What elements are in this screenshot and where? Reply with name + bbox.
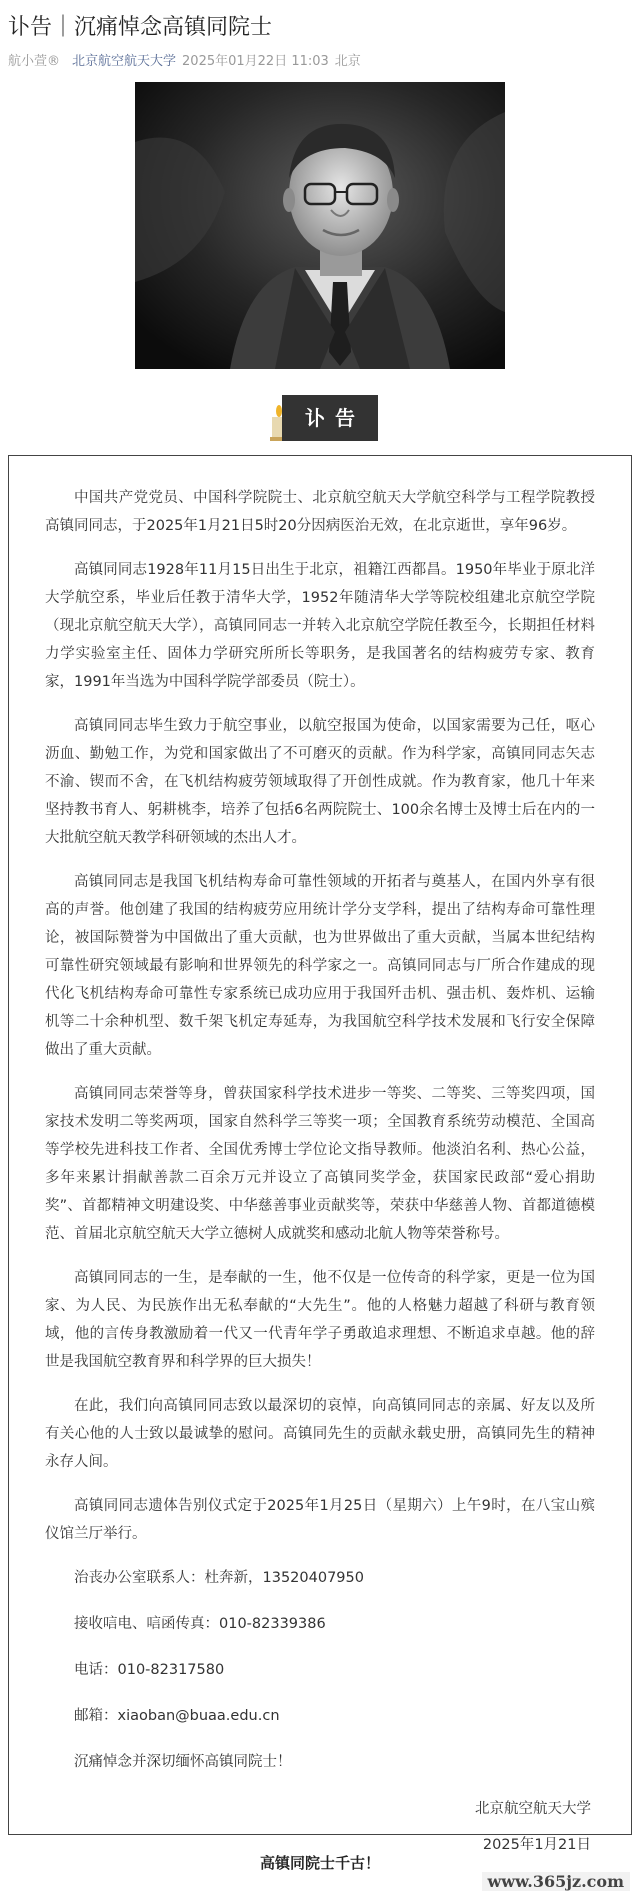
paragraph-2: 高镇同同志1928年11月15日出生于北京，祖籍江西都昌。1950年毕业于原北洋大学航空系，毕业后任教于清华大学，1952年随清华大学等院校组建北京航空学院（现北京航空航天大学），高镇同同志一并转入北京航空学院任教至今，长期担任材料力学实验室主任、固体力学研究所所长等职务，是我国著名的结构疲劳专家、教育家，1991年当选为中国科学院学部委员（院士）。 bbox=[45, 562, 595, 690]
contact-fax: 接收唁电、唁函传真：010-82339386 bbox=[74, 1616, 326, 1632]
publish-location: 北京 bbox=[334, 54, 361, 69]
contact-person: 治丧办公室联系人：杜奔新，13520407950 bbox=[74, 1570, 364, 1586]
portrait-image bbox=[135, 82, 505, 369]
account-name-link[interactable]: 北京航空航天大学 bbox=[72, 54, 177, 69]
account-mark: 航小萱® bbox=[8, 54, 61, 69]
footer-tribute: 高镇同院士千古！ bbox=[259, 1854, 380, 1872]
signature-date: 2025年1月21日 bbox=[482, 1837, 591, 1853]
contact-phone: 电话：010-82317580 bbox=[74, 1662, 225, 1678]
paragraph-7: 在此，我们向高镇同同志致以最深切的哀悼，向高镇同同志的亲属、好友以及所有关心他的人士致以最诚挚的慰问。高镇同先生的贡献永载史册，高镇同先生的精神永存人间。 bbox=[45, 1398, 595, 1470]
article-meta bbox=[8, 50, 367, 69]
mourning-line: 沉痛悼念并深切缅怀高镇同院士！ bbox=[74, 1754, 292, 1770]
site-watermark: www.365jz.com bbox=[482, 1872, 630, 1891]
article-title: 讣告｜沉痛悼念高镇同院士 bbox=[8, 15, 273, 40]
paragraph-5: 高镇同同志荣誉等身，曾获国家科学技术进步一等奖、二等奖、三等奖四项，国家技术发明二等奖两项，国家自然科学三等奖一项；全国教育系统劳动模范、全国高等学校先进科技工作者、全国优秀博士学位论文指导教师。他淡泊名利、热心公益，多年来累计捐献善款二百余万元并设立了高镇同奖学金，获国家民政部“爱心捐助奖”、首都精神文明建设奖、中华慈善事业贡献奖等，荣获中华慈善人物、首都道德模范、首届北京航空航天大学立德树人成就奖和感动北航人物等荣誉称号。 bbox=[45, 1086, 595, 1242]
paragraph-8: 高镇同同志遗体告别仪式定于2025年1月25日（星期六）上午9时，在八宝山殡仪馆兰厅举行。 bbox=[45, 1498, 595, 1542]
contact-email: 邮箱：xiaoban@buaa.edu.cn bbox=[74, 1708, 280, 1724]
paragraph-6: 高镇同同志的一生，是奉献的一生，他不仅是一位传奇的科学家，更是一位为国家、为人民、为民族作出无私奉献的“大先生”。他的人格魅力超越了科研与教育领域，他的言传身教激励着一代又一代青年学子勇敢追求理想、不断追求卓越。他的辞世是我国航空教育界和科学界的巨大损失！ bbox=[45, 1270, 595, 1370]
obituary-body bbox=[8, 455, 632, 1853]
paragraph-4: 高镇同同志是我国飞机结构寿命可靠性领域的开拓者与奠基人，在国内外享有很高的声誉。他创建了我国的结构疲劳应用统计学分支学科，提出了结构寿命可靠性理论，被国际赞誉为中国做出了重大贡献，也为世界做出了重大贡献，当属本世纪结构可靠性研究领域最有影响和世界领先的科学家之一。高镇同同志与厂所合作建成的现代化飞机结构寿命可靠性专家系统已成功应用于我国歼击机、强击机、轰炸机、运输机等二十余种机型、数千架飞机定寿延寿，为我国航空科学技术发展和飞行安全保障做出了重大贡献。 bbox=[45, 874, 595, 1058]
banner-label: 讣告 bbox=[282, 395, 378, 441]
portrait-photo bbox=[135, 82, 505, 369]
publish-datetime: 2025年01月22日 11:03 bbox=[182, 54, 329, 69]
signature-org: 北京航空航天大学 bbox=[475, 1801, 591, 1817]
paragraph-3: 高镇同同志毕生致力于航空事业，以航空报国为使命，以国家需要为己任，呕心沥血、勤勉工作，为党和国家做出了不可磨灭的贡献。作为科学家，高镇同同志矢志不渝、锲而不舍，在飞机结构疲劳领域取得了开创性成就。作为教育家，他几十年来坚持教书育人、躬耕桃李，培养了包括6名两院院士、100余名博士及博士后在内的一大批航空航天教学科研领域的杰出人才。 bbox=[45, 718, 595, 846]
obituary-banner bbox=[268, 395, 378, 441]
paragraph-1: 中国共产党党员、中国科学院院士、北京航空航天大学航空科学与工程学院教授高镇同同志，于2025年1月21日5时20分因病医治无效，在北京逝世，享年96岁。 bbox=[45, 490, 595, 534]
